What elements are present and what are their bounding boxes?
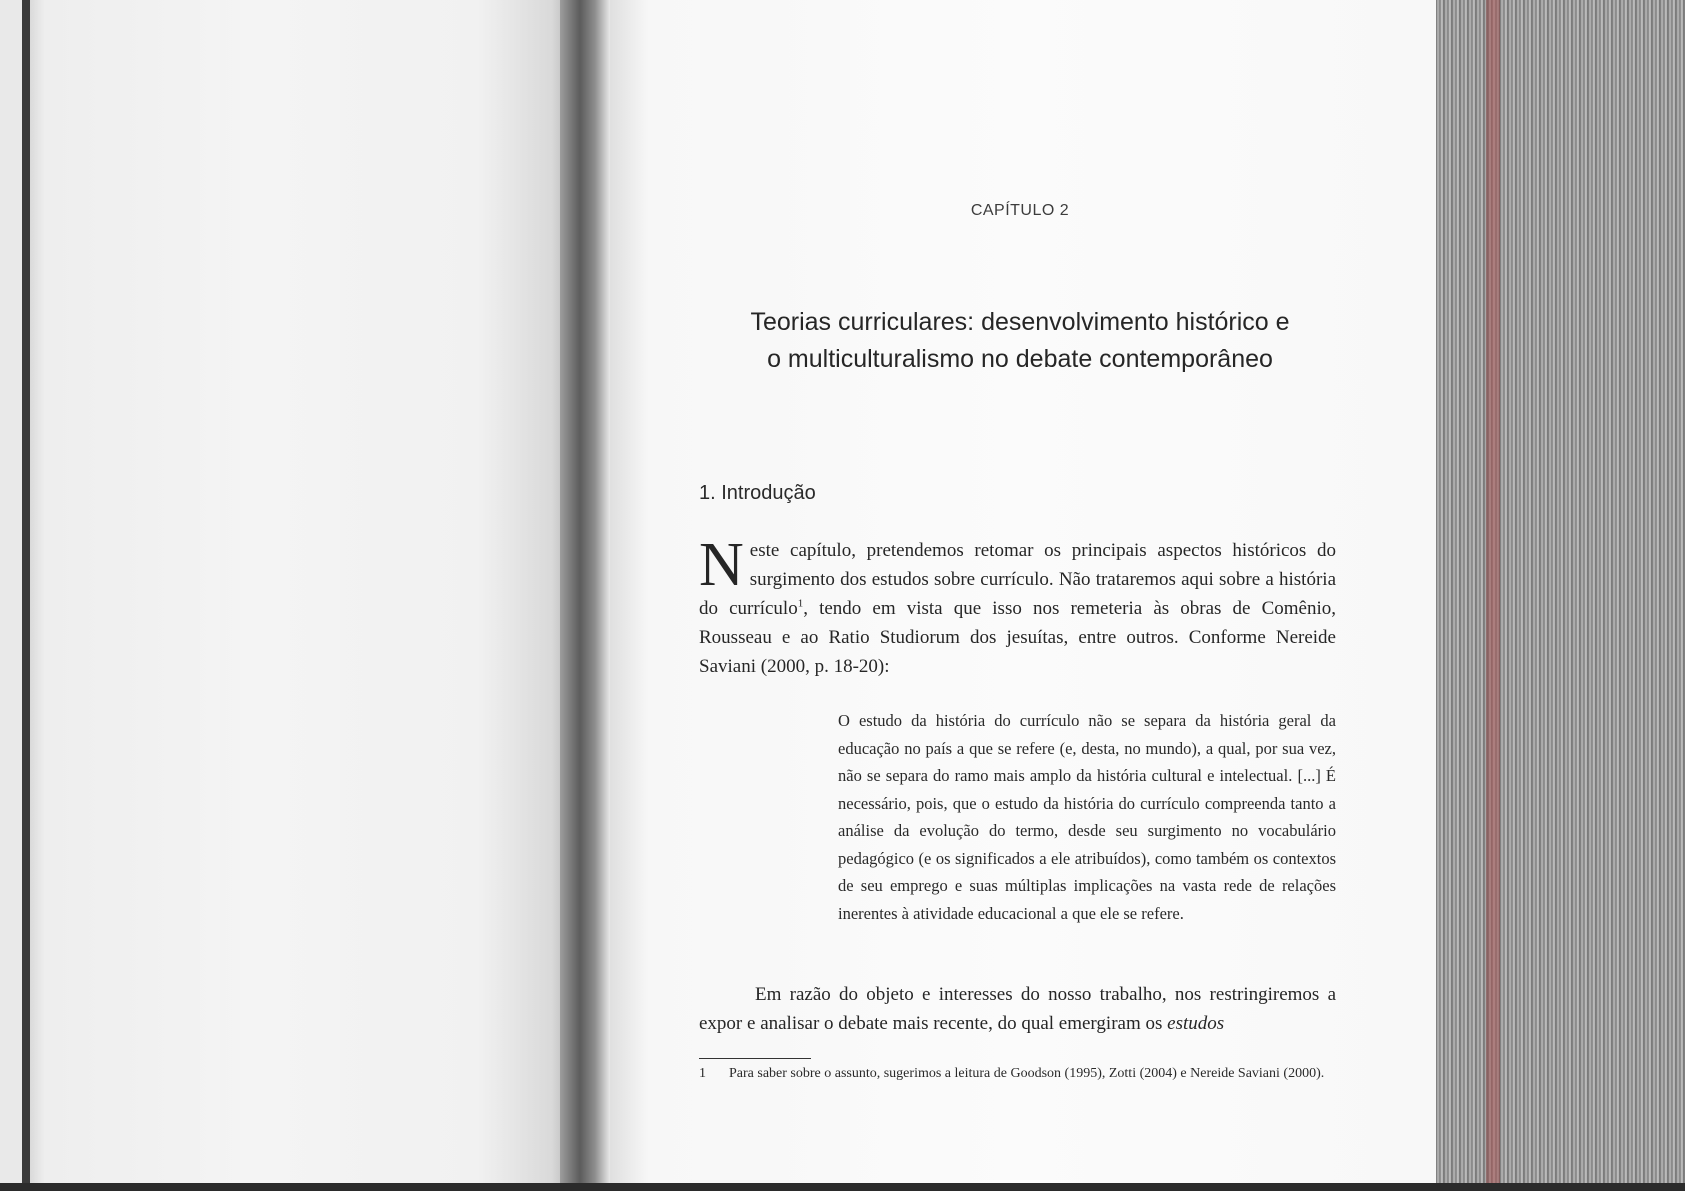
left-page-blank	[22, 0, 592, 1183]
chapter-title-line-2: o multiculturalismo no debate contemporâneo	[767, 345, 1273, 373]
page-edge-red-tint	[1486, 0, 1500, 1191]
footnote-divider	[699, 1058, 811, 1059]
chapter-title-line-1: Teorias curriculares: desenvolvimento histórico e	[750, 308, 1290, 336]
footnote	[699, 1064, 1336, 1084]
section-heading: 1. Introdução	[699, 482, 816, 504]
block-quote: O estudo da história do currículo não se separa da história geral da educação no país a que se refere (e, desta, no mundo), a qual, por sua vez, não se separa do ramo mais amplo da história cultural e intelectual. [...] É necessário, pois, que o estudo da história do currículo compreenda tanto a análise da evolução do termo, desde seu surgimento no vocabulário pedagógico (e os significados a ele atribuídos), como também os contextos de seu emprego e suas múltiplas implicações na vasta rede de relações inerentes à atividade educacional a que ele se refere.	[838, 711, 1336, 923]
scan-bottom-edge	[0, 1183, 1685, 1191]
left-scan-edge	[22, 0, 30, 1183]
second-paragraph-italic: estudos	[1167, 1013, 1225, 1034]
chapter-label: CAPÍTULO 2	[970, 202, 1070, 219]
footnote-reference: 1	[797, 597, 804, 610]
book-gutter-shadow	[560, 0, 610, 1191]
drop-cap: N	[699, 531, 744, 599]
second-paragraph	[699, 980, 1336, 1038]
intro-text-part-1: este capítulo, pretendemos retomar os principais aspectos históricos do surgimento dos estudos sobre currículo. Não trataremos aqui sobre a história do currículo	[699, 540, 1336, 619]
second-paragraph-text: Em razão do objeto e interesses do nosso trabalho, nos restringiremos a expor e analisar o debate mais recente, do qual emergiram os	[699, 984, 1336, 1034]
intro-text-part-2: , tendo em vista que isso nos remeteria às obras de Comênio, Rousseau e ao Ratio Studiorum dos jesuítas, entre outros. Conforme Nereide Saviani (2000, p. 18-20):	[699, 598, 1336, 677]
footnote-text: Para saber sobre o assunto, sugerimos a leitura de Goodson (1995), Zotti (2004) e Nereide Saviani (2000).	[729, 1066, 1325, 1081]
intro-paragraph	[699, 531, 1336, 681]
footnote-number: 1	[699, 1066, 706, 1081]
chapter-title	[700, 304, 1340, 378]
stacked-page-edges	[1436, 0, 1685, 1191]
